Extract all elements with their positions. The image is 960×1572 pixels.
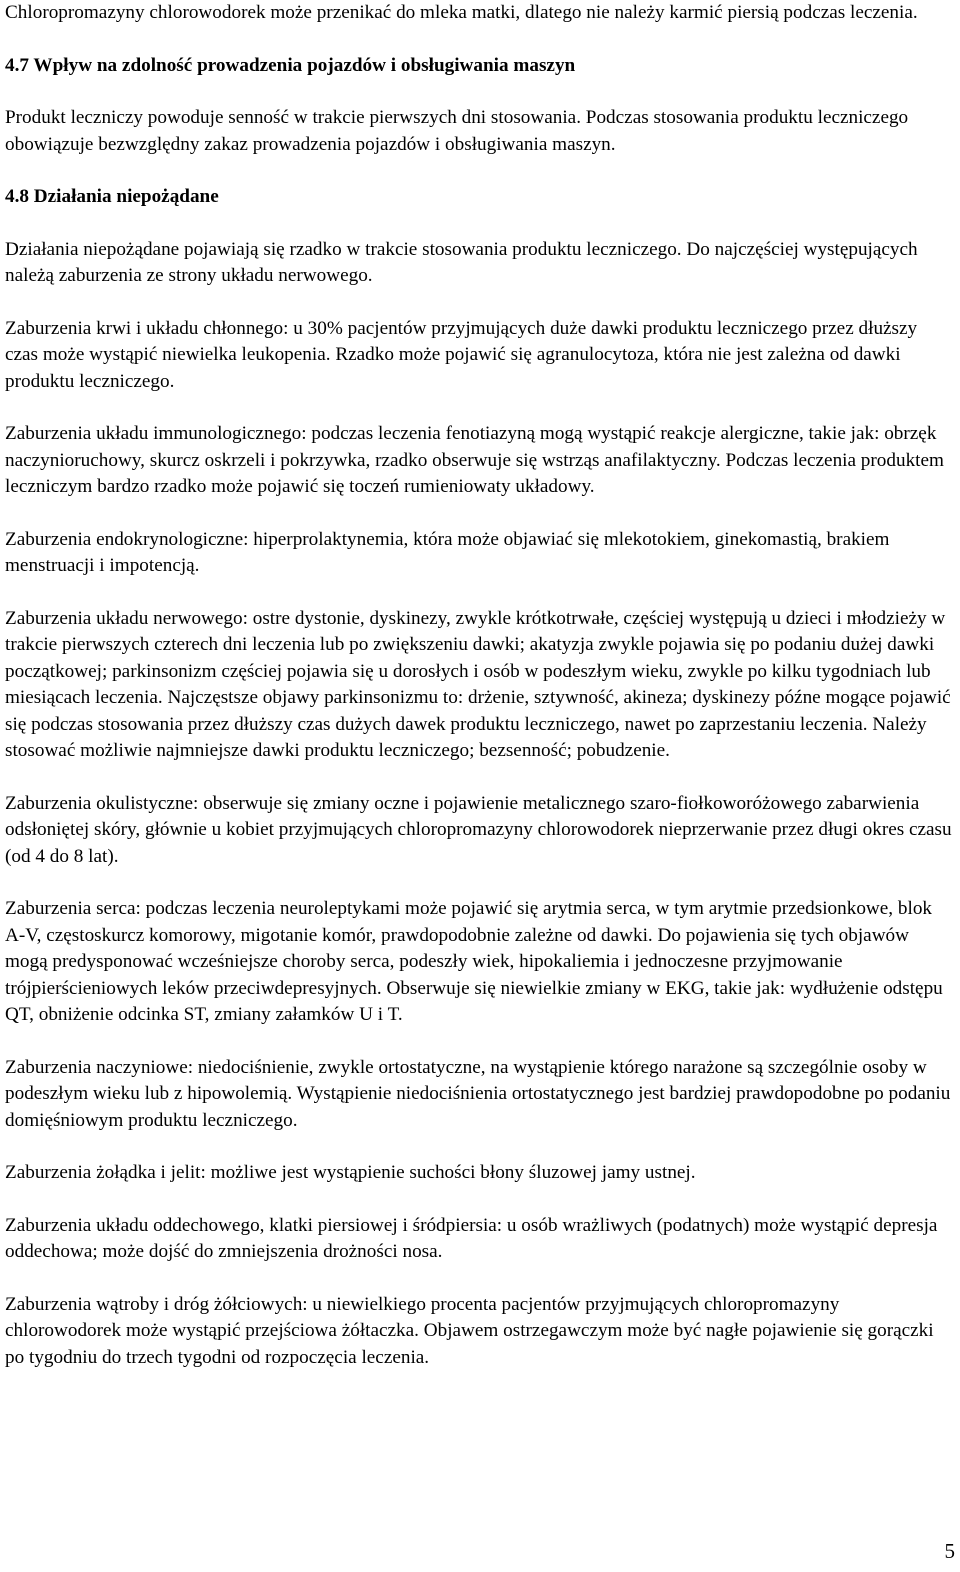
hepatobiliary-disorders-paragraph: Zaburzenia wątroby i dróg żółciowych: u niewielkiego procenta pacjentów przyjmujących chloropromazyny chlorowodorek może wystąpić przejściowa żółtaczka. Objawem ostrzegawczym może być nagłe pojawienie się gorączki po tygodniu do trzech tygodni od rozpoczęcia leczenia. xyxy=(5,1293,934,1368)
cardiac-disorders-paragraph: Zaburzenia serca: podczas leczenia neuroleptykami może pojawić się arytmia serca, w tym arytmie przedsionkowe, blok A-V, częstoskurcz komorowy, migotanie komór, prawdopodobnie zależne od dawki. Do pojawienia się tych objawów mogą predysponować wcześniejsze choroby serca, podeszły wiek, hipokaliemia i jednoczesne przyjmowanie trójpierścieniowych leków przeciwdepresyjnych. Obserwuje się niewielkie zmiany w EKG, takie jak: wydłużenie odstępu QT, obniżenie odcinka ST, zmiany załamków U i T. xyxy=(5,898,943,1025)
page-number: 5 xyxy=(944,1538,955,1563)
document-page xyxy=(5,0,953,1397)
respiratory-disorders-paragraph: Zaburzenia układu oddechowego, klatki piersiowej i śródpiersia: u osób wrażliwych (podatnych) może wystąpić depresja oddechowa; może dojść do zmniejszenia drożności nosa. xyxy=(5,1214,938,1262)
intro-paragraph: Chloropromazyny chlorowodorek może przenikać do mleka matki, dlatego nie należy karmić piersią podczas leczenia. xyxy=(5,2,918,23)
section-4-8-intro-paragraph: Działania niepożądane pojawiają się rzadko w trakcie stosowania produktu leczniczego. Do najczęściej występujących należą zaburzenia ze strony układu nerwowego. xyxy=(5,238,918,286)
section-4-7-paragraph: Produkt leczniczy powoduje senność w trakcie pierwszych dni stosowania. Podczas stosowania produktu leczniczego obowiązuje bezwzględny zakaz prowadzenia pojazdów i obsługiwania maszyn. xyxy=(5,107,909,155)
endocrine-disorders-paragraph: Zaburzenia endokrynologiczne: hiperprolaktynemia, która może objawiać się mlekotokiem, ginekomastią, brakiem menstruacji i impotencją. xyxy=(5,528,890,576)
eye-disorders-paragraph: Zaburzenia okulistyczne: obserwuje się zmiany oczne i pojawienie metalicznego szaro-fiołkoworóżowego zabarwienia odsłoniętej skóry, głównie u kobiet przyjmujących chloropromazyny chlorowodorek nieprzerwanie przez długi okres czasu (od 4 do 8 lat). xyxy=(5,792,952,867)
vascular-disorders-paragraph: Zaburzenia naczyniowe: niedociśnienie, zwykle ortostatyczne, na wystąpienie którego narażone są szczególnie osoby w podeszłym wieku lub z hipowolemią. Wystąpienie niedociśnienia ortostatycznego jest bardziej prawdopodobne po podaniu domięśniowym produktu leczniczego. xyxy=(5,1056,951,1131)
section-heading-4-7: 4.7 Wpływ na zdolność prowadzenia pojazdów i obsługiwania maszyn xyxy=(5,54,576,76)
blood-lymphatic-disorders-paragraph: Zaburzenia krwi i układu chłonnego: u 30% pacjentów przyjmujących duże dawki produktu leczniczego przez dłuższy czas może wystąpić niewielka leukopenia. Rzadko może pojawić się agranulocytoza, która nie jest zależna od dawki produktu leczniczego. xyxy=(5,317,918,392)
immune-system-disorders-paragraph: Zaburzenia układu immunologicznego: podczas leczenia fenotiazyną mogą wystąpić reakcje alergiczne, takie jak: obrzęk naczynioruchowy, skurcz oskrzeli i pokrzywka, rzadko obserwuje się wstrząs anafilaktyczny. Podczas leczenia produktem leczniczym bardzo rzadko może pojawić się toczeń rumieniowaty układowy. xyxy=(5,423,944,497)
nervous-system-disorders-paragraph: Zaburzenia układu nerwowego: ostre dystonie, dyskinezy, zwykle krótkotrwałe, częściej występują u dzieci i młodzieży w trakcie pierwszych czterech dni leczenia lub po zwiększeniu dawki; akatyzja zwykle pojawia się po podaniu dużej dawki początkowej; parkinsonizm częściej pojawia się u dorosłych i osób w podeszłym wieku, zwykle po kilku tygodniach lub miesiącach leczenia. Najczęstsze objawy parkinsonizmu to: drżenie, sztywność, akineza; dyskinezy późne mogące pojawić się podczas stosowania przez dłuższy czas dużych dawek produktu leczniczego, nawet po zaprzestaniu leczenia. Należy stosować możliwie najmniejsze dawki produktu leczniczego; bezsenność; pobudzenie. xyxy=(5,607,951,761)
section-heading-4-8: 4.8 Działania niepożądane xyxy=(5,186,219,207)
gastrointestinal-disorders-paragraph: Zaburzenia żołądka i jelit: możliwe jest wystąpienie suchości błony śluzowej jamy ustnej. xyxy=(5,1162,696,1183)
